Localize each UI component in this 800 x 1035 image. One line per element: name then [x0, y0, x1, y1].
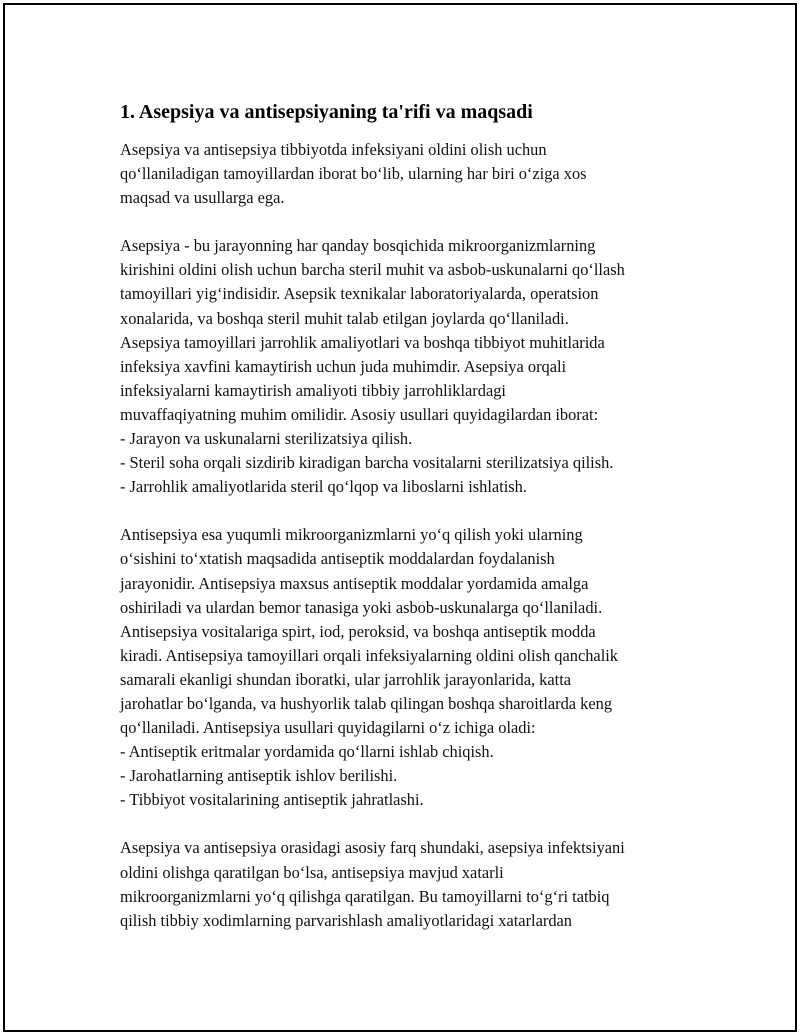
paragraph-line: infeksiyalarni kamaytirish amaliyoti tibbiy jarrohliklardagi — [120, 380, 506, 400]
paragraph-line: o‘sishini to‘xtatish maqsadida antiseptik moddalardan foydalanish — [120, 549, 555, 569]
paragraph-line: Antisepsiya esa yuqumli mikroorganizmlarni yo‘q qilish yoki ularning — [120, 525, 583, 545]
paragraph-line: oldini olishga qaratilgan bo‘lsa, antisepsiya mavjud xatarli — [120, 862, 504, 882]
paragraph-line: - Jarayon va uskunalarni sterilizatsiya qilish. — [120, 429, 413, 449]
paragraph-line: - Steril soha orqali sizdirib kiradigan barcha vositalarni sterilizatsiya qilish. — [120, 453, 614, 473]
page-frame — [3, 3, 797, 1032]
paragraph-line: Asepsiya va antisepsiya orasidagi asosiy farq shundaki, asepsiya infektsiyani — [120, 838, 625, 858]
paragraph-line: jarayonidir. Antisepsiya maxsus antiseptik moddalar yordamida amalga — [120, 573, 589, 593]
paragraph — [120, 523, 720, 812]
document-body — [120, 99, 720, 957]
section-heading: 1. Asepsiya va antisepsiyaning ta'rifi va maqsadi — [120, 101, 533, 123]
paragraph-line: oshiriladi va ulardan bemor tanasiga yoki asbob-uskunalarga qo‘llaniladi. — [120, 597, 603, 617]
paragraph-line: samarali ekanligi shundan iboratki, ular jarrohlik jarayonlarida, katta — [120, 669, 572, 689]
paragraph-line: - Jarrohlik amaliyotlarida steril qo‘lqop va liboslarni ishlatish. — [120, 477, 527, 497]
paragraph-line: tamoyillari yig‘indisidir. Asepsik texnikalar laboratoriyalarda, operatsion — [120, 284, 599, 304]
paragraph — [120, 234, 720, 499]
paragraph-line: maqsad va usullarga ega. — [120, 188, 285, 208]
paragraph-line: kirishini oldini olish uchun barcha steril muhit va asbob-uskunalarni qo‘llash — [120, 260, 625, 280]
paragraph-line: Asepsiya va antisepsiya tibbiyotda infeksiyani oldini olish uchun — [120, 140, 547, 159]
paragraph — [120, 138, 720, 210]
paragraph-line: qilish tibbiy xodimlarning parvarishlash amaliyotlaridagi xatarlardan — [120, 910, 572, 930]
paragraph-line: - Antiseptik eritmalar yordamida qo‘llarni ishlab chiqish. — [120, 742, 494, 762]
paragraph-line: muvaffaqiyatning muhim omilidir. Asosiy usullari quyidagilardan iborat: — [120, 404, 599, 424]
paragraph-line: - Jarohatlarning antiseptik ishlov berilishi. — [120, 766, 398, 786]
paragraph-line: Asepsiya tamoyillari jarrohlik amaliyotlari va boshqa tibbiyot muhitlarida — [120, 332, 605, 352]
paragraph-line: Asepsiya - bu jarayonning har qanday bosqichida mikroorganizmlarning — [120, 236, 596, 256]
paragraph-line: Antisepsiya vositalariga spirt, iod, peroksid, va boshqa antiseptik modda — [120, 621, 596, 641]
paragraph-line: kiradi. Antisepsiya tamoyillari orqali infeksiyalarning oldini olish qanchalik — [120, 645, 618, 665]
paragraph-line: xonalarida, va boshqa steril muhit talab etilgan joylarda qo‘llaniladi. — [120, 308, 569, 328]
paragraph-line: qo‘llaniladi. Antisepsiya usullari quyidagilarni o‘z ichiga oladi: — [120, 718, 536, 738]
paragraph-line: infeksiya xavfini kamaytirish uchun juda muhimdir. Asepsiya orqali — [120, 356, 567, 376]
paragraphs-container — [120, 138, 720, 933]
paragraph — [120, 836, 720, 932]
paragraph-line: jarohatlar bo‘lganda, va hushyorlik talab qilingan boshqa sharoitlarda keng — [120, 693, 613, 713]
paragraph-line: qo‘llaniladigan tamoyillardan iborat bo‘lib, ularning har biri o‘ziga xos — [120, 164, 587, 184]
paragraph-line: mikroorganizmlarni yo‘q qilishga qaratilgan. Bu tamoyillarni to‘g‘ri tatbiq — [120, 886, 610, 906]
paragraph-line: - Tibbiyot vositalarining antiseptik jahratlashi. — [120, 790, 424, 810]
